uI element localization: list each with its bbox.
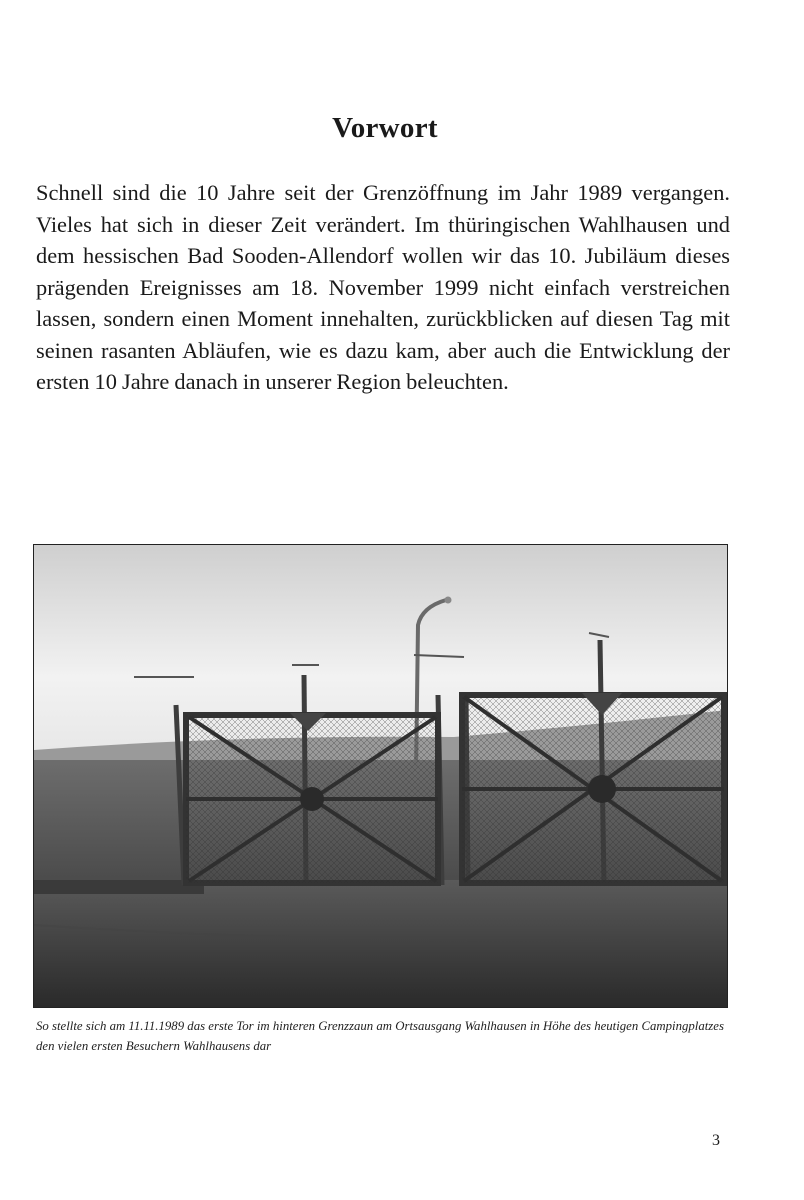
border-gate-photo <box>33 544 728 1008</box>
foreword-paragraph: Schnell sind die 10 Jahre seit der Grenzöffnung im Jahr 1989 vergangen. Vieles hat sich in dieser Zeit verändert. Im thüringischen Wahlhausen und dem hessischen Bad Sooden-Allendorf wollen wir das 10. Jubiläum dieses prägenden Ereignisses am 18. November 1999 nicht einfach verstreichen lassen, sondern einen Moment innehalten, zurückblicken auf diesen Tag mit seinen rasanten Abläufen, wie es dazu kam, aber auch die Entwicklung der ersten 10 Jahre danach in unserer Region beleuchten. <box>36 180 730 394</box>
page-number: 3 <box>712 1132 720 1149</box>
page-title: Vorwort <box>332 112 438 144</box>
photo-caption: So stellte sich am 11.11.1989 das erste Tor im hinteren Grenzzaun am Ortsausgang Wahlhausen in Höhe des heutigen Campingplatzes den vielen ersten Besuchern Wahlhausens dar <box>36 1019 724 1053</box>
